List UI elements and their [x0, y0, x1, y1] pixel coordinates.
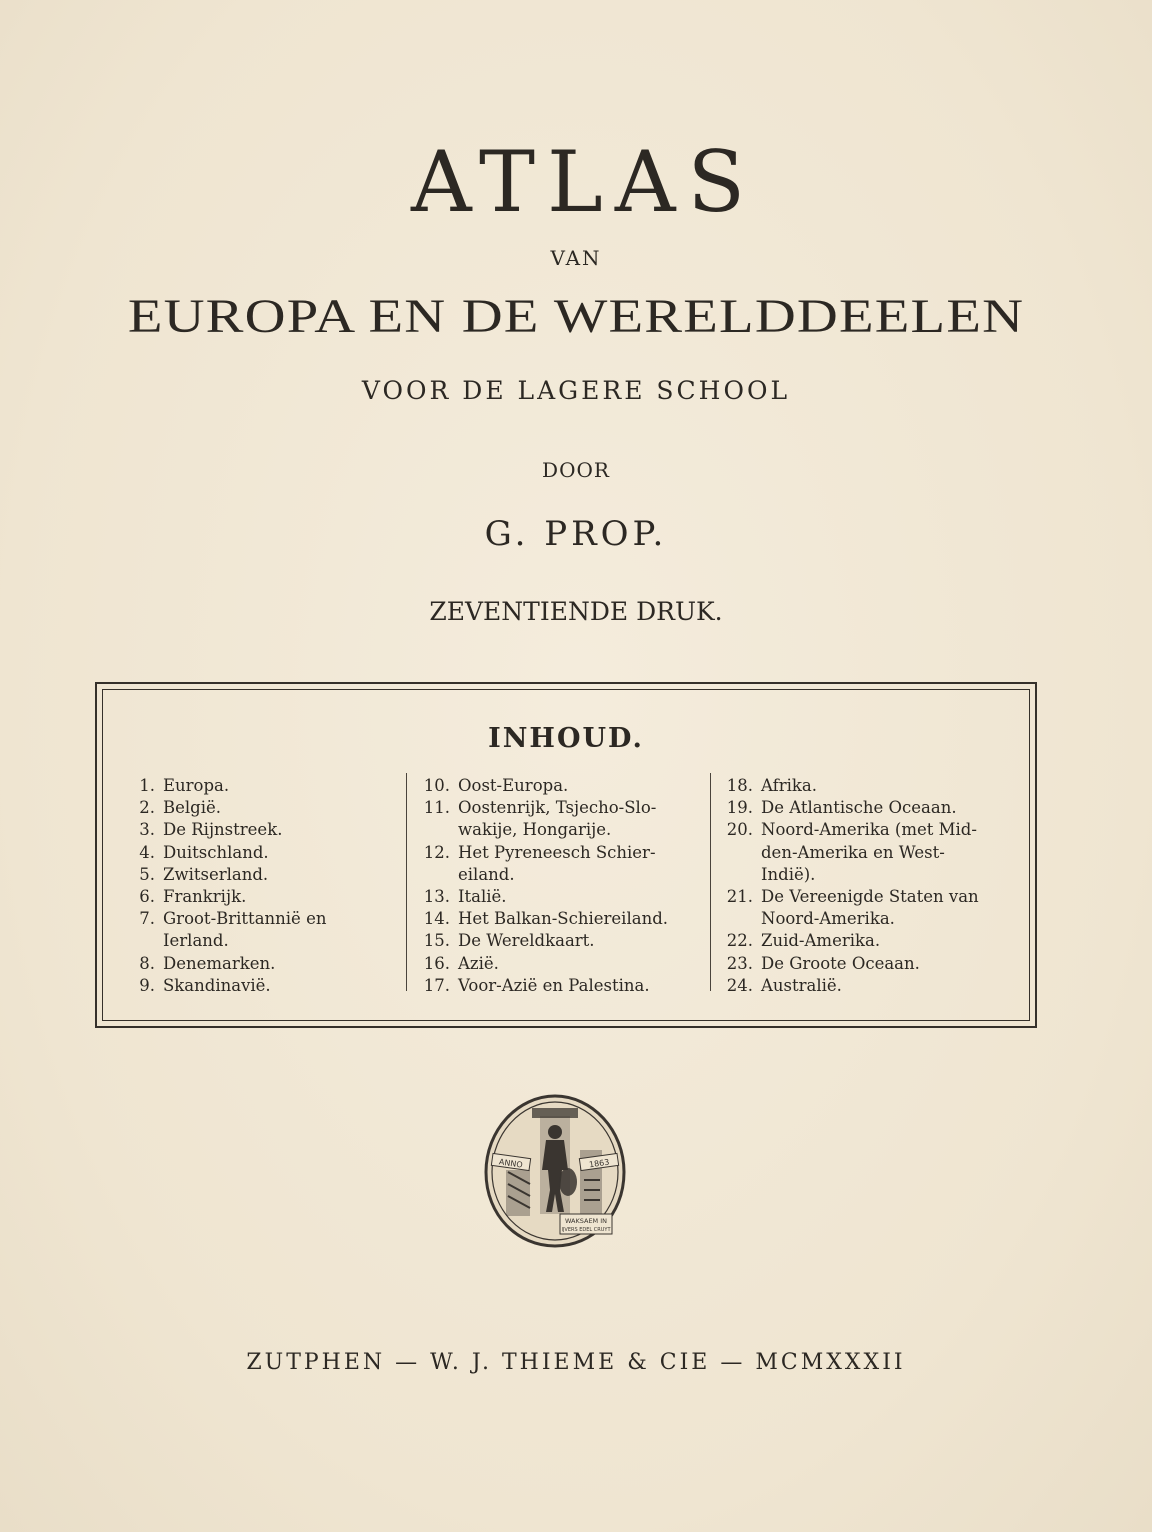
toc-entry-number: 23.: [726, 953, 753, 973]
toc-entry-number: 21.: [726, 887, 753, 907]
toc-entry: [721, 842, 1021, 864]
toc-entry-label: Zuid-Amerika.: [761, 931, 881, 951]
column-divider: [406, 773, 407, 991]
toc-entry-number: 17.: [423, 975, 450, 995]
toc-entry-number: 10.: [423, 776, 450, 795]
toc-entry-number: 11.: [423, 798, 450, 818]
toc-entry: [133, 842, 403, 864]
toc-entry: [721, 797, 1021, 819]
toc-entry-label: De Groote Oceaan.: [761, 953, 920, 973]
toc-entry-label: Duitschland.: [163, 842, 269, 862]
toc-entry-label: Denemarken.: [163, 953, 276, 973]
author-prefix: DOOR: [542, 458, 610, 482]
toc-entry-number: [721, 908, 753, 930]
toc-entry-label: Italië.: [458, 887, 507, 907]
toc-entry-label: Noord-Amerika.: [761, 909, 895, 929]
toc-entry: [133, 797, 403, 819]
toc-entry-label: Afrika.: [761, 776, 817, 795]
toc-entry-number: 5.: [139, 864, 155, 884]
toc-entry-label: De Wereldkaart.: [458, 931, 595, 951]
toc-entry: [133, 953, 403, 975]
toc-entry-number: 22.: [726, 931, 753, 951]
toc-entry-number: 14.: [423, 909, 450, 929]
toc-entry-number: 8.: [139, 953, 155, 973]
toc-entry-number: 4.: [139, 842, 155, 862]
toc-entry-number: 18.: [726, 776, 753, 795]
toc-entry: [418, 886, 718, 908]
toc-entry-number: 24.: [726, 975, 753, 995]
toc-entry: [418, 797, 718, 819]
toc-entry: [418, 908, 718, 930]
book-audience: VOOR DE LAGERE SCHOOL: [361, 376, 791, 405]
toc-inner-border: [102, 689, 1030, 1021]
toc-entry-number: 2.: [139, 798, 155, 818]
toc-entry-label: eiland.: [458, 864, 515, 884]
toc-column-2: [418, 775, 718, 997]
toc-heading: INHOUD.: [488, 723, 644, 754]
toc-entry: [721, 908, 1021, 930]
toc-entry-number: [418, 819, 450, 841]
toc-entry: [418, 975, 718, 997]
toc-column-3: [721, 775, 1021, 997]
publisher-imprint: ZUTPHEN — W. J. THIEME & CIE — MCMXXXII: [246, 1350, 906, 1375]
toc-entry-label: Indië).: [761, 864, 816, 884]
toc-entry-label: Europa.: [163, 776, 230, 795]
toc-entry: [133, 908, 403, 930]
toc-entry-label: Oostenrijk, Tsjecho-Slo-: [458, 798, 657, 818]
toc-entry-number: 19.: [726, 798, 753, 818]
seal-right-text: 1863: [588, 1157, 610, 1170]
seal-motto-line-2: IJVERS EDEL CRUYT: [561, 1227, 611, 1233]
toc-entry-label: wakije, Hongarije.: [458, 820, 612, 840]
toc-entry: [133, 819, 403, 841]
toc-entry: [418, 819, 718, 841]
toc-entry-label: Noord-Amerika (met Mid-: [761, 820, 977, 840]
book-title: ATLAS: [410, 133, 758, 231]
table-of-contents: [95, 682, 1037, 1028]
toc-entry-number: 13.: [423, 887, 450, 907]
toc-entry: [721, 886, 1021, 908]
toc-entry: [418, 953, 718, 975]
toc-entry-label: De Atlantische Oceaan.: [761, 798, 957, 818]
toc-entry-label: Skandinavië.: [163, 975, 271, 995]
toc-entry-label: Voor-Azië en Palestina.: [458, 975, 650, 995]
toc-entry-label: Het Balkan-Schiereiland.: [458, 909, 668, 929]
toc-entry-number: 7.: [139, 909, 155, 929]
toc-entry-number: [418, 864, 450, 886]
toc-entry-label: De Rijnstreek.: [163, 820, 283, 840]
title-connector: VAN: [550, 246, 602, 270]
toc-entry-label: Frankrijk.: [163, 887, 247, 907]
toc-entry: [418, 842, 718, 864]
edition-label: ZEVENTIENDE DRUK.: [429, 597, 723, 626]
toc-entry: [721, 975, 1021, 997]
toc-entry: [418, 775, 718, 797]
book-subject: EUROPA EN DE WERELDDEELEN: [127, 290, 1025, 343]
toc-entry-label: De Vereenigde Staten van: [761, 887, 979, 907]
toc-entry-label: Zwitserland.: [163, 864, 269, 884]
toc-entry-label: Oost-Europa.: [458, 776, 569, 795]
toc-entry-number: [133, 930, 155, 952]
toc-entry-label: Australië.: [761, 975, 842, 995]
toc-entry: [418, 864, 718, 886]
toc-entry: [721, 864, 1021, 886]
toc-entry: [721, 775, 1021, 797]
toc-entry-label: België.: [163, 798, 222, 818]
toc-entry: [133, 930, 403, 952]
toc-entry-label: Het Pyreneesch Schier-: [458, 842, 656, 862]
toc-entry-number: 9.: [139, 975, 155, 995]
toc-entry-number: [721, 864, 753, 886]
toc-entry-number: 1.: [139, 776, 155, 795]
toc-entry: [133, 886, 403, 908]
toc-entry-number: 20.: [726, 820, 753, 840]
toc-entry: [133, 775, 403, 797]
toc-entry: [418, 930, 718, 952]
toc-entry-number: 12.: [423, 842, 450, 862]
toc-entry-label: Groot-Brittannië en: [163, 909, 327, 929]
toc-entry: [721, 930, 1021, 952]
seal-left-text: ANNO: [498, 1157, 524, 1170]
seal-motto-line-1: WAKSAEM IN: [564, 1217, 608, 1225]
toc-entry: [133, 864, 403, 886]
toc-entry: [721, 819, 1021, 841]
toc-entry: [133, 975, 403, 997]
toc-entry-label: den-Amerika en West-: [761, 842, 945, 862]
toc-entry-number: 16.: [423, 953, 450, 973]
toc-entry-number: [721, 842, 753, 864]
toc-entry-number: 6.: [139, 887, 155, 907]
toc-entry-number: 15.: [423, 931, 450, 951]
toc-entry: [721, 953, 1021, 975]
toc-entry-label: Ierland.: [163, 931, 229, 951]
publisher-seal-icon: [480, 1090, 630, 1250]
toc-entry-label: Azië.: [458, 953, 499, 973]
toc-column-1: [133, 775, 403, 997]
toc-entry-number: 3.: [139, 820, 155, 840]
author-name: G. PROP.: [484, 514, 668, 554]
